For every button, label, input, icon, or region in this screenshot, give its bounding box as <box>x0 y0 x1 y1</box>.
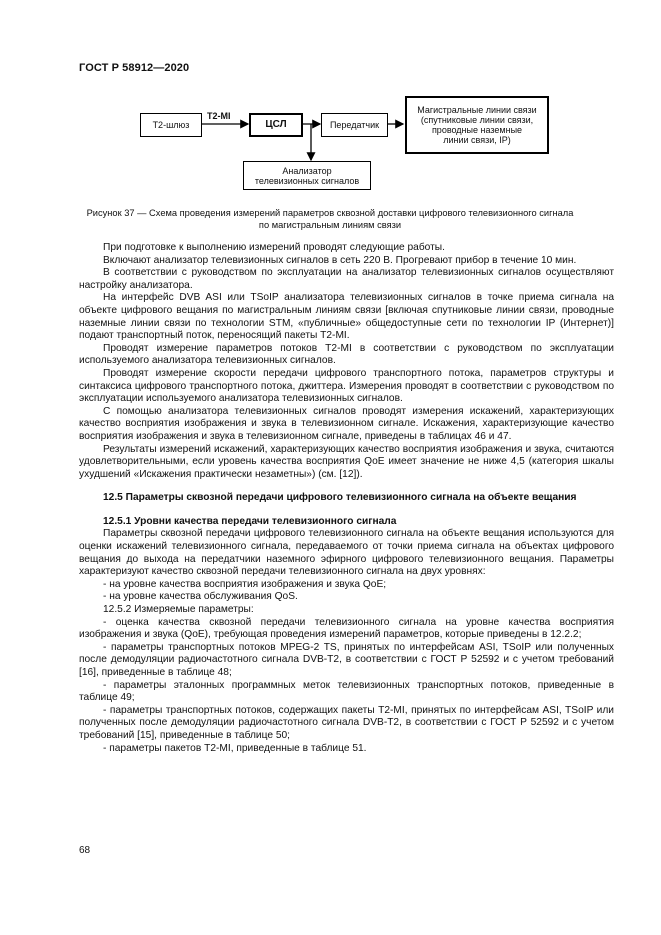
backbone-line-1: Магистральные линии связи <box>417 105 537 115</box>
backbone-line-4: линии связи, IP) <box>443 135 511 145</box>
paragraph: 12.5.2 Измеряемые параметры: <box>103 604 254 616</box>
t2-gateway-box <box>140 113 202 137</box>
paragraph: - параметры транспортных потоков MPEG-2 TS, принятых по интерфейсам ASI, TSoIP или полученных после демодуляции радиочастотного сигнала DVB-T2, в соответствии с ГОСТ Р 52592 и с учетом требований [16], приведенные в таблице 48; <box>79 641 614 678</box>
t2mi-link-label: T2-MI <box>207 111 231 121</box>
caption-line-1: Рисунок 37 — Схема проведения измерений параметров сквозной доставки цифрового телевизионного сигнала <box>86 208 574 218</box>
analyzer-line-2: телевизионных сигналов <box>254 175 360 186</box>
backbone-line-2: (спутниковые линии связи, <box>420 115 534 125</box>
paragraph: Результаты измерений искажений, характеризующих качество восприятия изображения и звука, считаются удовлетворительными, если уровень качества восприятия QoE имеет значение не ниже 4,5 (категория шкалы ухудшений «Искажения практически незаметны») (см. [12]). <box>79 443 614 480</box>
paragraph: - параметры транспортных потоков, содержащих пакеты T2-MI, принятых по интерфейсам ASI, TSoIP или полученных после демодуляции радиочастотного сигнала DVB-T2, в соответствии с ГОСТ Р 52592 и с учетом требований [15], приведенные в таблице 50; <box>79 704 614 741</box>
paragraph: - на уровне качества обслуживания QoS. <box>103 591 298 603</box>
paragraph: Включают анализатор телевизионных сигналов в сеть 220 В. Прогревают прибор в течение 10 мин. <box>103 254 577 266</box>
figure-caption <box>60 207 600 231</box>
cdsl-label: ЦСЛ <box>265 119 287 130</box>
section-heading: 12.5 Параметры сквозной передачи цифрового телевизионного сигнала на объекте вещания <box>103 492 577 504</box>
paragraph: - параметры эталонных программных меток телевизионных транспортных потоков, приведенные в таблице 49; <box>79 679 614 704</box>
backbone-line-3: проводные наземные <box>431 125 523 135</box>
paragraph: Проводят измерение скорости передачи цифрового транспортного потока, параметров структуры и синтаксиса цифрового транспортного потока, джиттера. Измерения проводят в соответствии с руководством по эксплуатации используемого анализатора телевизионных сигналов. <box>79 367 614 405</box>
paragraph: Проводят измерение параметров потоков T2-MI в соответствии с руководством по эксплуатации используемого анализатора телевизионных сигналов. <box>79 342 614 367</box>
transmitter-box <box>321 113 388 137</box>
paragraph: - оценка качества сквозной передачи телевизионного сигнала на уровне качества восприятия изображения и звука (QoE), требующая проведения измерений параметров, которые приведены в 12.2.2; <box>79 616 614 641</box>
backbone-lines-box <box>405 96 549 154</box>
t2-gateway-label: Т2-шлюз <box>152 120 190 130</box>
paragraph: Параметры сквозной передачи цифрового телевизионного сигнала на объекте вещания используются для оценки искажений телевизионного сигнала, передаваемого от точки приема сигнала на объектах цифрового вещания до выхода на передатчики наземного эфирного цифрового телевизионного вещания. Параметры характеризуют качество сквозной передачи телевизионного сигнала на двух уровнях: <box>79 528 614 578</box>
transmitter-label: Передатчик <box>329 120 380 130</box>
document-header: ГОСТ Р 58912—2020 <box>79 62 190 74</box>
paragraph: С помощью анализатора телевизионных сигналов проводят измерения искажений, характеризующих качество восприятия изображения и звука в телевизионном сигнале. Искажения, характеризующие качество восприятия изображения и звука в телевизионном сигнале, приведены в таблицах 46 и 47. <box>79 405 614 442</box>
analyzer-box <box>243 161 371 190</box>
page-number: 68 <box>79 845 91 856</box>
body-text <box>79 242 614 755</box>
paragraph: В соответствии с руководством по эксплуатации на анализатор телевизионных сигналов осуществляют настройку анализатора. <box>79 267 614 291</box>
paragraph: - параметры пакетов T2-MI, приведенные в таблице 51. <box>103 742 367 754</box>
analyzer-line-1: Анализатор <box>282 165 332 176</box>
paragraph: На интерфейс DVB ASI или TSoIP анализатора телевизионных сигналов в точке приема сигнала на объекте цифрового вещания по магистральным линиям связи [включая спутниковые линии связи, проводные наземные линии связи по технологии STM, «публичные» общедоступные сети по технологии IP (Интернет)] подают транспортный поток, переносящий пакеты T2-MI. <box>79 292 614 342</box>
paragraph: При подготовке к выполнению измерений проводят следующие работы. <box>103 242 445 253</box>
cdsl-box <box>249 113 303 137</box>
spacer <box>79 505 614 516</box>
caption-line-2: по магистральным линиям связи <box>258 220 402 230</box>
paragraph: - на уровне качества восприятия изображения и звука QoE; <box>103 578 387 590</box>
section-heading: 12.5.1 Уровни качества передачи телевизионного сигнала <box>103 515 397 527</box>
spacer <box>79 481 614 492</box>
